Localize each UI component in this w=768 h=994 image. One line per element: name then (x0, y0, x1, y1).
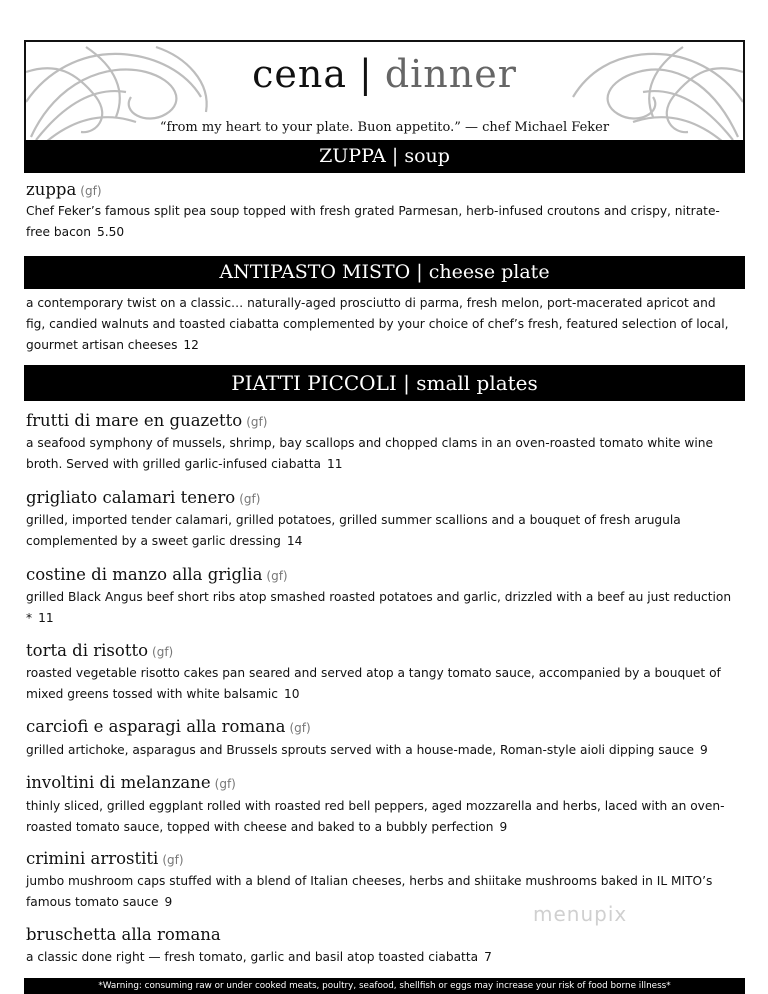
dish-description-torta-di-risotto (26, 663, 738, 705)
dish-name-involtini (26, 773, 236, 792)
dish-title: costine di manzo alla griglia (26, 565, 263, 584)
dish-name-carciofi (26, 717, 311, 736)
description-text: a classic done right — fresh tomato, garlic and basil atop toasted ciabatta (26, 950, 479, 964)
dish-description-involtini (26, 796, 738, 838)
dish-description-bruschetta (26, 947, 738, 968)
price: 12 (183, 338, 199, 352)
dish-description-frutti-di-mare (26, 433, 738, 475)
description-text: thinly sliced, grilled eggplant rolled with roasted red bell peppers, aged mozzarella and herbs, laced with an oven-roasted tomato sauce, topped with cheese and baked to a bubbly perfection (26, 799, 725, 834)
section-header-small-plates: PIATTI PICCOLI | small plates (24, 365, 745, 401)
watermark: menupix (533, 902, 628, 926)
title-dinner: dinner (384, 52, 517, 96)
title-cena: cena (252, 52, 347, 96)
gluten-free-tag: (gf) (214, 777, 236, 791)
dish-title: frutti di mare en guazetto (26, 411, 243, 430)
dish-name-bruschetta (26, 925, 221, 944)
title-separator: | (359, 52, 373, 96)
dish-name-zuppa (26, 180, 102, 199)
dish-description-costine (26, 587, 738, 629)
section-header-cheese-plate: ANTIPASTO MISTO | cheese plate (24, 256, 745, 289)
dish-title: grigliato calamari tenero (26, 488, 236, 507)
price: 5.50 (97, 225, 125, 239)
price: 14 (286, 534, 303, 548)
menu-header (24, 40, 745, 140)
price: 11 (38, 611, 54, 625)
chef-quote: “from my heart to your plate. Buon appetito.” — chef Michael Feker (159, 120, 610, 135)
section-header-soup: ZUPPA | soup (24, 140, 745, 173)
food-safety-warning: *Warning: consuming raw or under cooked meats, poultry, seafood, shellfish or eggs may increase your risk of food borne illness* (24, 978, 745, 994)
dish-description-zuppa (26, 201, 738, 243)
description-text: grilled Black Angus beef short ribs atop smashed roasted potatoes and garlic, drizzled with a beef au just reduction * (26, 590, 732, 625)
dish-name-costine (26, 565, 288, 584)
gluten-free-tag: (gf) (246, 415, 268, 429)
price: 7 (484, 950, 492, 964)
dish-name-torta-di-risotto (26, 641, 173, 660)
price: 11 (326, 457, 343, 471)
description-text: roasted vegetable risotto cakes pan seared and served atop a tangy tomato sauce, accompanied by a bouquet of mixed greens tossed with white balsamic (26, 666, 721, 701)
description-text: Chef Feker’s famous split pea soup topped with fresh grated Parmesan, herb-infused croutons and crispy, nitrate-free bacon (26, 204, 720, 239)
dish-title: zuppa (26, 180, 77, 199)
dish-name-frutti-di-mare (26, 411, 267, 430)
dish-description-antipasto (26, 293, 738, 356)
gluten-free-tag: (gf) (266, 569, 288, 583)
gluten-free-tag: (gf) (80, 184, 102, 198)
description-text: jumbo mushroom caps stuffed with a blend of Italian cheeses, herbs and shiitake mushrooms baked in IL MITO’s famous tomato sauce (26, 874, 713, 909)
price: 9 (499, 820, 508, 834)
price: 10 (284, 687, 300, 701)
price: 9 (700, 743, 708, 757)
dish-title: bruschetta alla romana (26, 925, 221, 944)
dish-title: torta di risotto (26, 641, 149, 660)
menu-title (26, 52, 743, 96)
dish-description-calamari (26, 510, 738, 552)
dish-title: carciofi e asparagi alla romana (26, 717, 286, 736)
dish-title: crimini arrostiti (26, 849, 159, 868)
gluten-free-tag: (gf) (152, 645, 174, 659)
description-text: a seafood symphony of mussels, shrimp, bay scallops and chopped clams in an oven-roasted tomato white wine broth. Served with grilled garlic-infused ciabatta (26, 436, 714, 471)
dish-description-carciofi (26, 740, 738, 761)
gluten-free-tag: (gf) (162, 853, 184, 867)
gluten-free-tag: (gf) (289, 721, 311, 735)
description-text: grilled artichoke, asparagus and Brussels sprouts served with a house-made, Roman-style aioli dipping sauce (26, 743, 694, 757)
dish-description-crimini (26, 871, 738, 913)
gluten-free-tag: (gf) (239, 492, 261, 506)
dish-name-calamari (26, 488, 260, 507)
description-text: a contemporary twist on a classic… naturally-aged prosciutto di parma, fresh melon, port-macerated apricot and fig, candied walnuts and toasted ciabatta complemented by your choice of chef’s fresh, featured selection of local, gourmet artisan cheeses (26, 296, 729, 352)
dish-name-crimini (26, 849, 184, 868)
price: 9 (164, 895, 173, 909)
dish-title: involtini di melanzane (26, 773, 211, 792)
description-text: grilled, imported tender calamari, grilled potatoes, grilled summer scallions and a bouquet of fresh arugula complemented by a sweet garlic dressing (26, 513, 681, 548)
